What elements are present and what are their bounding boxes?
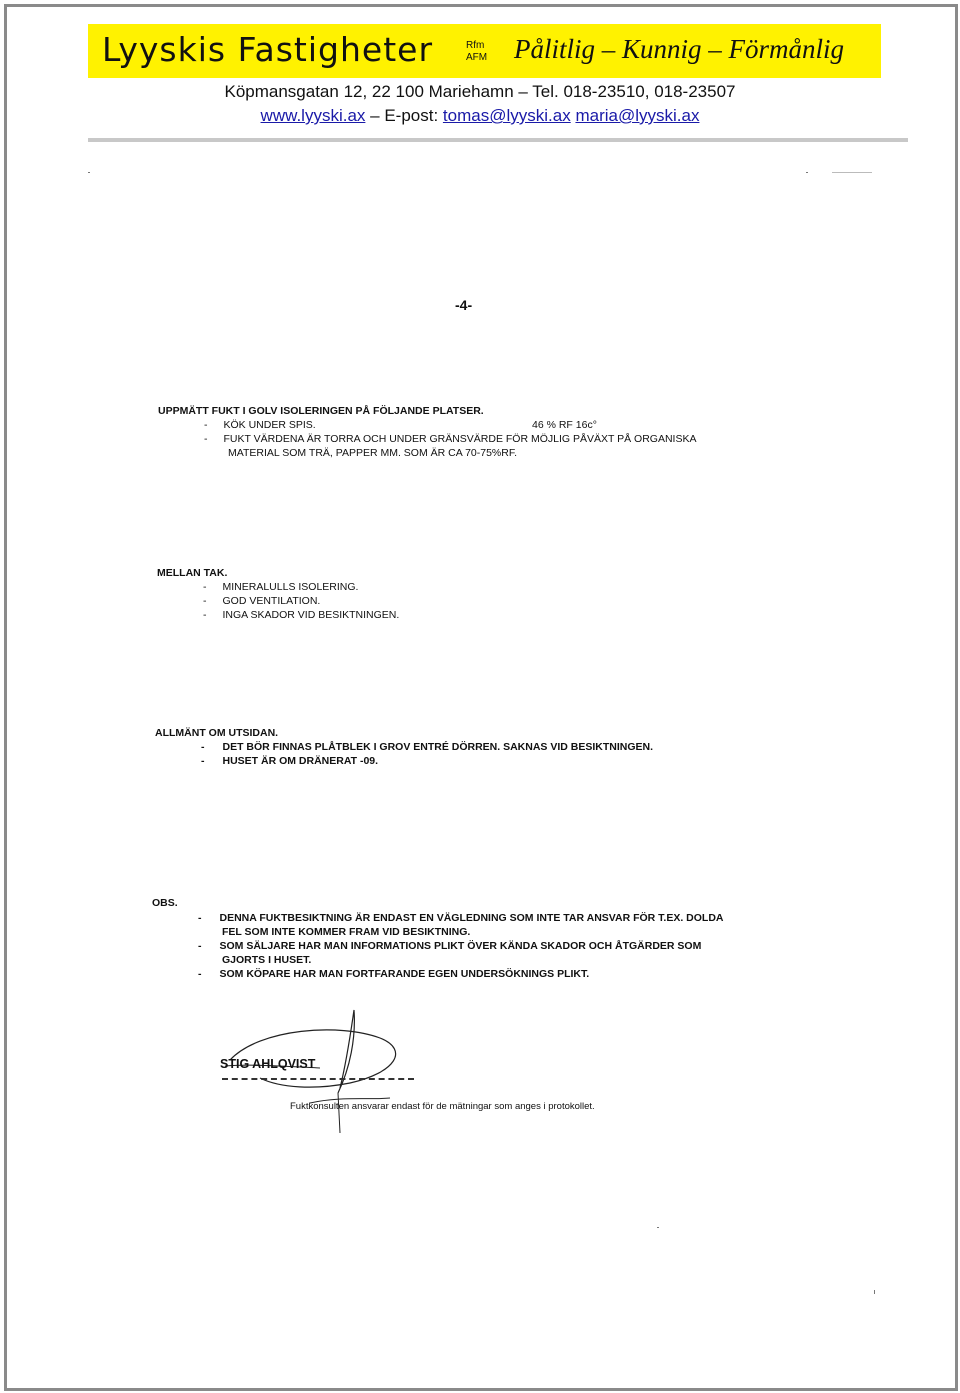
logo-sub-line-2: AFM [466, 52, 488, 63]
moisture-item-1 [158, 418, 697, 432]
dash-marker: - [198, 940, 202, 952]
scan-speck [832, 172, 872, 173]
scan-speck [874, 1290, 875, 1294]
signatory-name: STIG AHLQVIST [220, 1057, 316, 1071]
roof-item-1 [157, 580, 399, 594]
company-slogan: Pålitlig – Kunnig – Förmånlig [514, 34, 845, 64]
exterior-heading: ALLMÄNT OM UTSIDAN. [155, 727, 279, 739]
dash-marker: - [203, 609, 207, 621]
moisture-item-1-text: KÖK UNDER SPIS. [223, 419, 316, 431]
email-label: – E-post: [370, 106, 439, 125]
dash-marker: - [198, 912, 202, 924]
note-item-3 [152, 967, 724, 981]
exterior-item-2-text: HUSET ÄR OM DRÄNERAT -09. [222, 755, 379, 767]
note-heading: OBS. [152, 897, 178, 909]
note-item-2 [152, 939, 724, 953]
company-address: Köpmansgatan 12, 22 100 Mariehamn – Tel. 018-23510, 018-23507 [224, 82, 736, 101]
logo-sub-line-1: Rfm [466, 40, 485, 51]
exterior-item-1 [155, 740, 653, 754]
moisture-section [158, 404, 697, 460]
dash-marker: - [203, 595, 207, 607]
note-item-1-line-1: DENNA FUKTBESIKTNING ÄR ENDAST EN VÄGLEDNING SOM INTE TAR ANSVAR FÖR T.EX. DOLDA [219, 912, 724, 924]
signature-caption: Fuktkonsulten ansvarar endast för de mätningar som anges i protokollet. [290, 1101, 595, 1112]
roof-item-2-text: GOD VENTILATION. [222, 595, 321, 607]
exterior-item-1-text: DET BÖR FINNAS PLÅTBLEK I GROV ENTRÉ DÖRREN. SAKNAS VID BESIKTNINGEN. [222, 741, 654, 753]
logo-sub-text [466, 40, 487, 64]
email-link-tomas[interactable]: tomas@lyyski.ax [442, 106, 571, 125]
dash-marker: - [204, 433, 208, 445]
roof-item-3 [157, 608, 399, 622]
dash-marker: - [201, 741, 205, 753]
document-page [4, 4, 958, 1391]
dash-marker: - [198, 968, 202, 980]
roof-heading: MELLAN TAK. [157, 567, 228, 579]
exterior-section [155, 726, 653, 768]
moisture-item-2 [158, 432, 697, 446]
email-link-maria[interactable]: maria@lyyski.ax [575, 106, 700, 125]
scan-speck [88, 172, 90, 173]
dash-marker: - [203, 581, 207, 593]
note-item-2-line-1: SOM SÄLJARE HAR MAN INFORMATIONS PLIKT ÖVER KÄNDA SKADOR OCH ÅTGÄRDER SOM [219, 940, 702, 952]
signature-line [222, 1078, 414, 1080]
moisture-item-2-line-2: MATERIAL SOM TRÄ, PAPPER MM. SOM ÄR CA 70-75%RF. [228, 447, 518, 459]
roof-section [157, 566, 399, 622]
website-link[interactable]: www.lyyski.ax [260, 106, 366, 125]
note-item-2-line-2: GJORTS I HUSET. [222, 954, 312, 966]
exterior-item-2 [155, 754, 653, 768]
scan-speck [806, 172, 808, 173]
note-item-1 [152, 911, 724, 925]
header-divider [88, 138, 908, 142]
dash-marker: - [204, 419, 208, 431]
roof-item-3-text: INGA SKADOR VID BESIKTNINGEN. [222, 609, 400, 621]
moisture-item-2-line-1: FUKT VÄRDENA ÄR TORRA OCH UNDER GRÄNSVÄRDE FÖR MÖJLIG PÅVÄXT PÅ ORGANISKA [223, 433, 697, 445]
contact-line [0, 106, 960, 126]
handwritten-signature-graphic [220, 1008, 420, 1138]
roof-item-1-text: MINERALULLS ISOLERING. [222, 581, 359, 593]
page-number: -4- [455, 297, 473, 313]
dash-marker: - [201, 755, 205, 767]
company-logo: Lyyskis Fastigheter [102, 30, 434, 69]
moisture-reading: 46 % RF 16c° [532, 419, 597, 431]
note-item-1-line-2: FEL SOM INTE KOMMER FRAM VID BESIKTNING. [222, 926, 471, 938]
note-section [152, 896, 724, 981]
letterhead-banner [88, 24, 881, 78]
scan-speck [657, 1227, 659, 1228]
moisture-heading: UPPMÄTT FUKT I GOLV ISOLERINGEN PÅ FÖLJANDE PLATSER. [158, 405, 484, 417]
note-item-3-text: SOM KÖPARE HAR MAN FORTFARANDE EGEN UNDERSÖKNINGS PLIKT. [219, 968, 590, 980]
roof-item-2 [157, 594, 399, 608]
